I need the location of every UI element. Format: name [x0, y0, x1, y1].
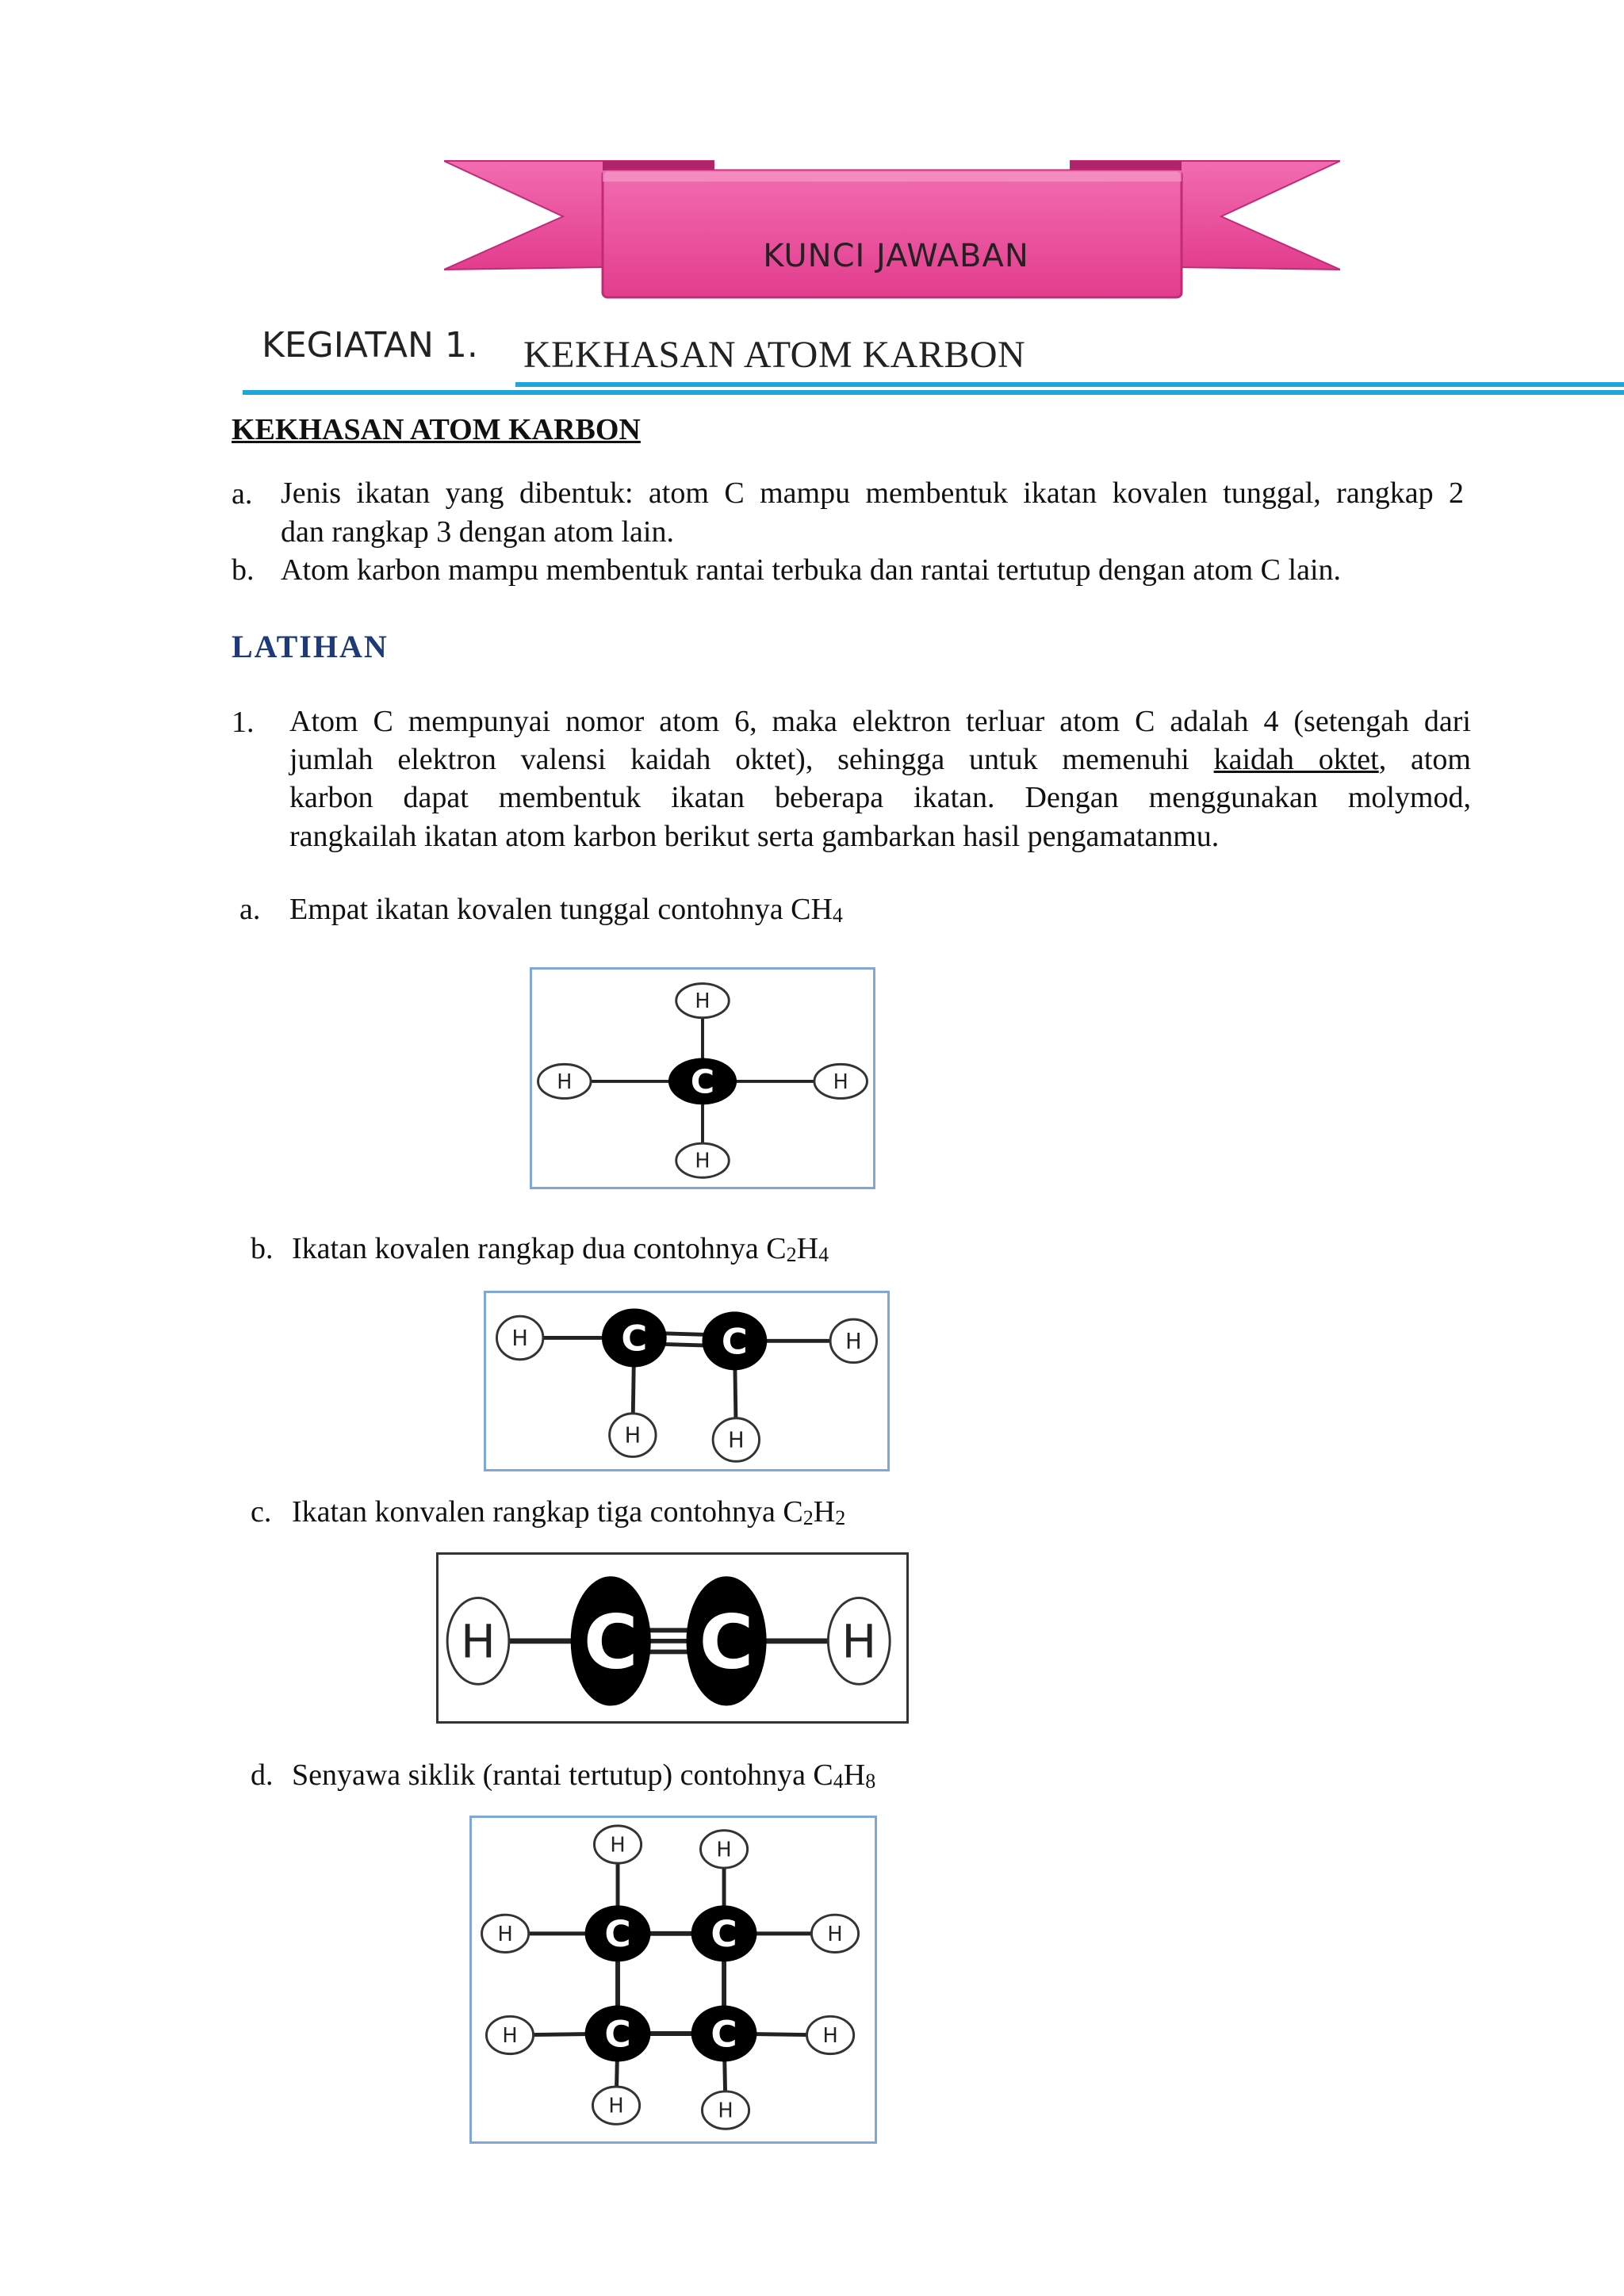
hydrogen-atom	[482, 1915, 529, 1952]
example-c-text	[292, 1494, 845, 1536]
example-b-sub1: 2	[786, 1243, 797, 1266]
svg-text:H: H	[461, 1614, 496, 1669]
hydrogen-atom	[713, 1418, 759, 1462]
svg-text:H: H	[695, 1148, 710, 1173]
svg-text:H: H	[502, 2023, 518, 2048]
carbon-atom	[668, 1058, 737, 1105]
carbon-atom	[691, 1905, 757, 1961]
carbon-atom	[585, 1905, 651, 1961]
example-c-label: Ikatan konvalen rangkap tiga contohnya C	[292, 1495, 803, 1529]
example-d-marker: d.	[251, 1758, 274, 1792]
hydrogen-atom	[610, 1414, 656, 1457]
example-c-marker: c.	[251, 1495, 272, 1529]
svg-text:H: H	[827, 1922, 843, 1946]
example-a-label: Empat ikatan kovalen tunggal contohnya CH	[289, 893, 833, 926]
carbon-atom	[585, 2006, 651, 2062]
svg-text:H: H	[841, 1614, 877, 1669]
svg-text:H: H	[497, 1922, 513, 1946]
hydrogen-atom	[807, 2016, 854, 2053]
example-b-marker: b.	[251, 1232, 274, 1265]
example-d-label: Senyawa siklik (rantai tertutup) contohnya C	[292, 1758, 833, 1792]
svg-text:H: H	[716, 1838, 732, 1862]
item-a-line-1: Jenis ikatan yang dibentuk: atom C mampu membentuk ikatan kovalen tunggal, rangkap 2	[281, 476, 1464, 510]
svg-text:H: H	[695, 989, 710, 1013]
hydrogen-atom	[811, 1915, 858, 1952]
svg-text:H: H	[718, 2099, 733, 2123]
svg-text:H: H	[624, 1423, 642, 1448]
latihan-title: LATIHAN	[232, 629, 389, 664]
svg-text:H: H	[833, 1069, 848, 1093]
svg-text:C: C	[604, 2013, 631, 2056]
example-c-sub2: 2	[835, 1506, 846, 1529]
molecule-ch4-box	[530, 967, 875, 1189]
hydrogen-atom	[700, 1831, 747, 1868]
hydrogen-atom	[447, 1598, 509, 1684]
example-b-label: Ikatan kovalen rangkap dua contohnya C	[292, 1232, 787, 1265]
hydrogen-atom	[828, 1598, 890, 1684]
question-line-3: karbon dapat membentuk ikatan beberapa ikatan. Dengan menggunakan molymod,	[289, 781, 1471, 814]
hydrogen-atom	[814, 1064, 868, 1098]
hydrogen-atom	[486, 2016, 533, 2053]
hydrogen-atom	[496, 1316, 542, 1360]
example-c-mid: H	[813, 1495, 836, 1529]
molecule-c2h4-box	[484, 1291, 890, 1471]
example-b-sub2: 4	[818, 1243, 829, 1266]
svg-text:C: C	[621, 1317, 648, 1360]
ribbon-label: KUNCI JAWABAN	[763, 238, 1029, 274]
question-line-4: rangkailah ikatan atom karbon berikut serta gambarkan hasil pengamatanmu.	[289, 820, 1220, 853]
svg-text:C: C	[710, 1913, 737, 1956]
ribbon-banner	[444, 155, 1340, 305]
heading-rule-upper	[515, 382, 1624, 387]
heading-rule-lower	[243, 390, 1624, 395]
molecule-c2h2	[439, 1555, 906, 1721]
hydrogen-atom	[592, 2087, 639, 2124]
example-b-mid: H	[796, 1232, 819, 1265]
svg-text:C: C	[583, 1599, 638, 1686]
item-a-marker: a.	[232, 477, 253, 511]
activity-title: KEKHASAN ATOM KARBON	[523, 334, 1026, 376]
svg-text:H: H	[511, 1326, 528, 1352]
molecule-c2h4	[486, 1293, 887, 1469]
activity-label: KEGIATAN 1.	[262, 325, 478, 365]
svg-text:H: H	[822, 2023, 838, 2048]
hydrogen-atom	[594, 1826, 641, 1863]
hydrogen-atom	[676, 1143, 730, 1177]
molecule-c4h8	[472, 1818, 875, 2141]
svg-text:H: H	[845, 1329, 862, 1354]
hydrogen-atom	[538, 1064, 592, 1098]
example-d-mid: H	[843, 1758, 866, 1792]
hydrogen-atom	[676, 984, 730, 1018]
molecule-c4h8-box	[469, 1816, 877, 2144]
item-a-line-2: dan rangkap 3 dengan atom lain.	[281, 515, 674, 549]
svg-text:H: H	[557, 1069, 573, 1093]
svg-text:C: C	[690, 1062, 715, 1101]
section-title: KEKHASAN ATOM KARBON	[232, 413, 641, 446]
example-b-text	[292, 1230, 829, 1273]
question-number: 1.	[232, 706, 255, 739]
item-b-line-1: Atom karbon mampu membentuk rantai terbuka dan rantai tertutup dengan atom C lain.	[281, 553, 1342, 587]
svg-text:H: H	[610, 1833, 626, 1858]
svg-text:C: C	[710, 2013, 737, 2056]
svg-text:H: H	[608, 2094, 624, 2118]
molecule-c2h2-box	[436, 1552, 909, 1724]
carbon-atom	[602, 1308, 667, 1367]
svg-text:C: C	[604, 1913, 631, 1956]
example-a-subscript: 4	[832, 904, 843, 927]
hydrogen-atom	[830, 1319, 876, 1363]
example-d-sub1: 4	[833, 1770, 844, 1793]
example-c-sub1: 2	[802, 1506, 814, 1529]
item-b-marker: b.	[232, 553, 255, 587]
carbon-atom	[571, 1576, 651, 1705]
hydrogen-atom	[702, 2091, 749, 2129]
carbon-atom	[687, 1576, 767, 1705]
example-a-marker: a.	[239, 893, 261, 926]
kaidah-oktet-link: kaidah oktet	[1213, 743, 1379, 776]
question-line-2	[289, 742, 1471, 777]
carbon-atom	[702, 1311, 767, 1370]
svg-text:C: C	[721, 1320, 748, 1363]
molecule-ch4	[532, 970, 873, 1187]
example-d-sub2: 8	[865, 1770, 876, 1793]
question-line-1: Atom C mempunyai nomor atom 6, maka elektron terluar atom C adalah 4 (setengah dari	[289, 705, 1471, 738]
question-line-2-text: jumlah elektron valensi kaidah oktet), sehingga untuk memenuhi	[289, 743, 1214, 776]
svg-text:H: H	[728, 1428, 745, 1453]
example-a-text	[289, 891, 843, 934]
example-d-text	[292, 1757, 875, 1800]
svg-text:C: C	[699, 1599, 754, 1686]
carbon-atom	[691, 2006, 757, 2062]
question-line-2-end: , atom	[1378, 743, 1471, 776]
